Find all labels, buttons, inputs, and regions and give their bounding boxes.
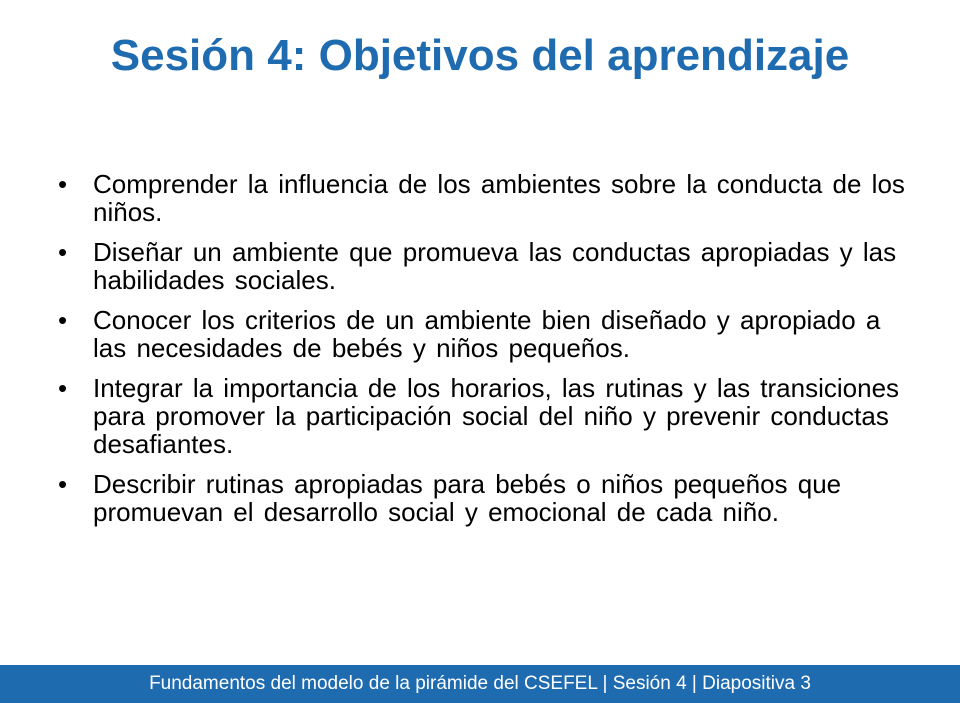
list-item (58, 170, 918, 226)
bullet-icon: • (58, 169, 68, 199)
bullet-icon: • (58, 469, 68, 499)
bullet-icon: • (58, 305, 68, 335)
slide-title: Sesión 4: Objetivos del aprendizaje (110, 31, 850, 80)
bullet-text: Conocer los criterios de un ambiente bien diseñado y apropiado a las necesidades de bebés y niños pequeños. (93, 305, 881, 363)
bullet-text: Describir rutinas apropiadas para bebés o niños pequeños que promuevan el desarrollo social y emocional de cada niño. (93, 469, 842, 527)
objectives-list (58, 170, 918, 538)
bullet-icon: • (58, 373, 68, 403)
bullet-text: Diseñar un ambiente que promueva las conductas apropiadas y las habilidades sociales. (93, 237, 897, 295)
list-item (58, 374, 918, 458)
footer-bar (0, 665, 960, 703)
bullet-text: Comprender la influencia de los ambientes sobre la conducta de los niños. (93, 169, 905, 227)
list-item (58, 306, 918, 362)
bullet-icon: • (58, 237, 68, 267)
footer-text: Fundamentos del modelo de la pirámide del CSEFEL | Sesión 4 | Diapositiva 3 (149, 673, 811, 694)
list-item (58, 470, 918, 526)
list-item (58, 238, 918, 294)
bullet-text: Integrar la importancia de los horarios, las rutinas y las transiciones para promover la participación social del niño y prevenir conductas desafiantes. (93, 373, 900, 459)
